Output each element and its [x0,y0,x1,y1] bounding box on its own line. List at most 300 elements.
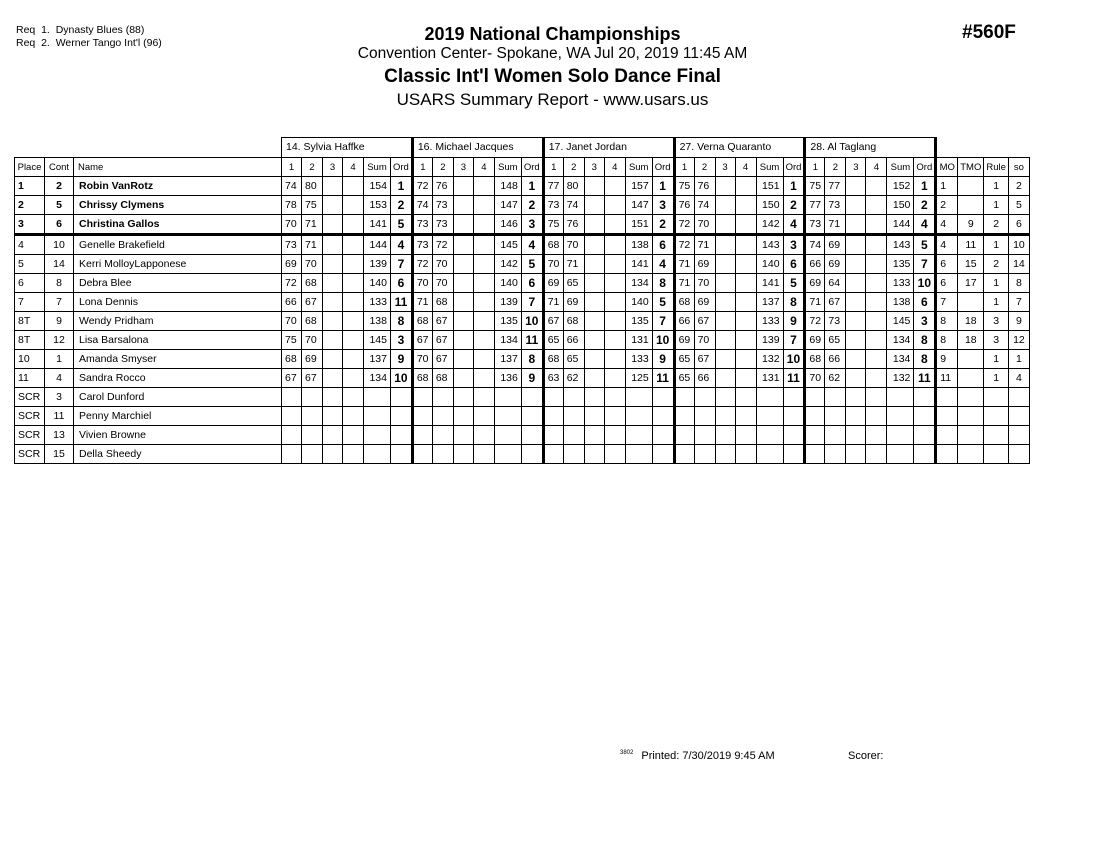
score-cell: 71 [302,235,323,255]
score-cell [343,274,364,293]
score-cell: 68 [282,350,302,369]
score-cell [473,255,494,274]
skater-name-cell: Sandra Rocco [74,369,282,388]
request-line: Req 2. Werner Tango Int'l (96) [16,37,162,49]
rule-cell: 1 [984,350,1009,369]
sum-cell: 132 [756,350,783,369]
score-cell [473,312,494,331]
score-cell [323,369,343,388]
so-cell: 4 [1008,369,1029,388]
sum-cell [364,426,391,445]
score-cell: 70 [432,255,453,274]
ordinal-cell: 5 [783,274,805,293]
score-cell [715,177,735,196]
score-cell: 73 [432,196,453,215]
header-spacer [936,138,1030,158]
mo-cell: 9 [936,350,958,369]
score-cell: 70 [282,215,302,235]
score-cell [825,407,846,426]
score-cell [323,312,343,331]
ordinal-cell: 1 [391,177,413,196]
score-cell [604,369,625,388]
sum-cell: 141 [756,274,783,293]
score-cell: 67 [432,350,453,369]
score-cell: 68 [563,312,584,331]
sum-cell: 133 [756,312,783,331]
score-cell: 65 [674,350,694,369]
tmo-cell [958,445,984,464]
score-cell: 70 [694,331,715,350]
rule-cell: 1 [984,235,1009,255]
sum-cell [364,388,391,407]
score-cell: 77 [825,177,846,196]
sum-cell: 135 [625,312,652,331]
ordinal-cell [783,388,805,407]
score-cell: 71 [694,235,715,255]
score-cell [453,177,473,196]
score-cell: 70 [412,274,432,293]
result-row [15,369,1030,388]
judge-column-header: 1 [543,158,563,177]
score-cell: 73 [805,215,825,235]
mo-cell [936,407,958,426]
judge-column-header: Ord [783,158,805,177]
score-cell [453,255,473,274]
score-cell [674,407,694,426]
sum-cell: 145 [887,312,914,331]
skater-name-cell: Penny Marchiel [74,407,282,426]
ordinal-cell [914,426,936,445]
contestant-number-cell: 15 [45,445,74,464]
rule-cell: 1 [984,196,1009,215]
score-cell [715,235,735,255]
score-cell [846,293,866,312]
score-cell [343,293,364,312]
judge-column-header: 2 [694,158,715,177]
score-cell [604,196,625,215]
ordinal-cell: 9 [783,312,805,331]
score-cell [343,255,364,274]
score-cell [343,350,364,369]
score-cell [343,426,364,445]
score-cell [453,274,473,293]
score-cell [715,426,735,445]
score-cell [412,388,432,407]
sum-cell [756,426,783,445]
score-cell: 68 [302,274,323,293]
score-cell: 70 [432,274,453,293]
score-cell [343,331,364,350]
ordinal-cell: 7 [391,255,413,274]
score-cell: 67 [543,312,563,331]
score-cell [543,407,563,426]
place-cell: 5 [15,255,45,274]
judge-name: 16. Michael Jacques [412,138,543,158]
score-cell [473,426,494,445]
ordinal-cell: 3 [521,215,543,235]
sum-cell: 142 [494,255,521,274]
score-cell [715,312,735,331]
score-cell [694,426,715,445]
score-cell [866,445,887,464]
ordinal-cell: 3 [652,196,674,215]
score-cell [343,177,364,196]
rule-cell: 1 [984,177,1009,196]
mo-cell: 4 [936,215,958,235]
judge-name: 17. Janet Jordan [543,138,674,158]
location-line: Convention Center- Spokane, WA Jul 20, 2019 11:45 AM [357,45,748,62]
score-cell [715,196,735,215]
score-cell [453,293,473,312]
score-cell: 71 [825,215,846,235]
score-cell [563,407,584,426]
tmo-cell: 15 [958,255,984,274]
judge-column-header: 1 [805,158,825,177]
ordinal-cell [521,426,543,445]
sum-cell: 151 [625,215,652,235]
score-cell [735,445,756,464]
score-cell: 69 [805,274,825,293]
ordinal-cell [783,426,805,445]
score-cell [563,426,584,445]
score-cell: 72 [432,235,453,255]
ordinal-cell: 5 [391,215,413,235]
score-cell: 70 [563,235,584,255]
score-cell [343,388,364,407]
judge-column-header: 2 [432,158,453,177]
score-cell [715,445,735,464]
judge-column-header: 1 [674,158,694,177]
score-cell [584,235,604,255]
tmo-cell [958,388,984,407]
judge-column-header: 1 [282,158,302,177]
ordinal-cell: 9 [652,350,674,369]
sum-cell [756,407,783,426]
score-cell: 75 [543,215,563,235]
ordinal-cell [652,407,674,426]
score-cell [323,293,343,312]
score-cell [604,312,625,331]
contestant-number-cell: 5 [45,196,74,215]
score-cell [302,407,323,426]
score-cell [412,445,432,464]
score-cell [323,350,343,369]
skater-name-cell: Amanda Smyser [74,350,282,369]
skater-name-cell: Lona Dennis [74,293,282,312]
rule-cell: 3 [984,312,1009,331]
sum-cell: 134 [625,274,652,293]
score-cell [604,255,625,274]
score-cell [453,388,473,407]
sum-cell [494,388,521,407]
score-cell [343,196,364,215]
score-cell: 67 [825,293,846,312]
tmo-cell: 17 [958,274,984,293]
score-cell [866,177,887,196]
tmo-cell [958,369,984,388]
skater-name-cell: Chrissy Clymens [74,196,282,215]
ordinal-cell [391,388,413,407]
judge-column-header: Ord [914,158,936,177]
score-cell [282,445,302,464]
sum-cell: 153 [364,196,391,215]
score-cell [453,331,473,350]
ordinal-cell: 6 [652,235,674,255]
mo-cell: 8 [936,331,958,350]
requested-music-list [16,24,162,50]
ordinal-cell [783,445,805,464]
mo-cell: 11 [936,369,958,388]
ordinal-cell: 6 [914,293,936,312]
ordinal-cell: 9 [391,350,413,369]
score-cell: 66 [805,255,825,274]
result-row [15,407,1030,426]
contestant-number-cell: 2 [45,177,74,196]
ordinal-cell: 2 [391,196,413,215]
score-cell [584,196,604,215]
score-cell [323,235,343,255]
sum-cell [887,445,914,464]
score-cell [846,274,866,293]
score-cell [846,407,866,426]
score-cell: 69 [694,255,715,274]
score-cell: 67 [412,331,432,350]
sum-cell: 135 [494,312,521,331]
contestant-number-cell: 6 [45,215,74,235]
score-cell: 71 [302,215,323,235]
score-cell [323,426,343,445]
sum-cell: 143 [887,235,914,255]
mo-cell [936,445,958,464]
ordinal-cell: 8 [652,274,674,293]
score-cell: 66 [563,331,584,350]
ordinal-cell: 8 [521,350,543,369]
tmo-cell [958,196,984,215]
score-cell [735,293,756,312]
sum-cell: 147 [625,196,652,215]
score-cell [866,388,887,407]
score-cell: 76 [563,215,584,235]
score-cell [866,255,887,274]
score-cell [453,445,473,464]
score-cell: 75 [805,177,825,196]
event-title: Classic Int'l Women Solo Dance Final [384,66,721,87]
sum-cell: 136 [494,369,521,388]
score-cell [432,445,453,464]
score-cell [543,388,563,407]
ordinal-cell: 4 [391,235,413,255]
tmo-cell [958,293,984,312]
sum-cell: 134 [364,369,391,388]
score-cell [453,350,473,369]
sum-cell: 139 [364,255,391,274]
score-cell [473,388,494,407]
score-cell [604,215,625,235]
score-cell [282,407,302,426]
score-cell [343,312,364,331]
sum-cell: 144 [364,235,391,255]
score-cell: 66 [825,350,846,369]
ordinal-cell: 10 [652,331,674,350]
ordinal-cell: 2 [914,196,936,215]
score-cell [302,445,323,464]
score-cell: 68 [805,350,825,369]
score-cell: 74 [282,177,302,196]
score-cell: 73 [432,215,453,235]
sum-cell: 151 [756,177,783,196]
score-cell [604,350,625,369]
sum-cell [494,445,521,464]
place-cell: 1 [15,177,45,196]
sum-cell [625,407,652,426]
place-cell: 8T [15,331,45,350]
ordinal-cell [521,445,543,464]
score-cell: 75 [674,177,694,196]
score-cell: 62 [563,369,584,388]
score-cell: 67 [432,331,453,350]
score-cell: 75 [282,331,302,350]
ordinal-cell: 7 [652,312,674,331]
score-cell [343,215,364,235]
so-cell: 8 [1008,274,1029,293]
score-cell [323,388,343,407]
score-cell: 70 [302,255,323,274]
score-cell: 69 [694,293,715,312]
score-cell [323,445,343,464]
so-cell [1008,445,1029,464]
tmo-header: TMO [958,158,984,177]
score-cell: 74 [563,196,584,215]
championship-title: 2019 National Championships [424,24,681,44]
score-cell [735,407,756,426]
so-cell [1008,407,1029,426]
score-cell: 70 [302,331,323,350]
score-cell [735,426,756,445]
ordinal-cell [391,445,413,464]
score-cell [825,426,846,445]
place-cell: 3 [15,215,45,235]
score-cell: 65 [674,369,694,388]
skater-name-cell: Christina Gallos [74,215,282,235]
score-cell [412,407,432,426]
ordinal-cell: 9 [521,369,543,388]
score-cell [584,177,604,196]
sum-cell: 150 [756,196,783,215]
skater-name-cell: Wendy Pridham [74,312,282,331]
score-cell: 69 [825,255,846,274]
score-cell [604,445,625,464]
score-cell [432,388,453,407]
sum-cell [625,388,652,407]
score-cell [473,369,494,388]
sum-cell: 140 [625,293,652,312]
name-header: Name [74,158,282,177]
score-cell [543,426,563,445]
tmo-cell [958,426,984,445]
place-cell: SCR [15,445,45,464]
score-cell: 75 [302,196,323,215]
score-cell [735,177,756,196]
score-cell [604,388,625,407]
score-cell [866,274,887,293]
judge-column-header: 4 [604,158,625,177]
judge-name: 28. Al Taglang [805,138,936,158]
score-cell [674,445,694,464]
sum-cell: 138 [625,235,652,255]
score-cell: 67 [302,369,323,388]
ordinal-cell [652,426,674,445]
score-cell: 72 [282,274,302,293]
sum-cell: 145 [494,235,521,255]
mo-cell: 4 [936,235,958,255]
score-cell: 67 [432,312,453,331]
result-row [15,426,1030,445]
results-table [14,137,1030,464]
score-cell [584,312,604,331]
ordinal-cell: 7 [521,293,543,312]
ordinal-cell: 11 [521,331,543,350]
score-cell: 69 [825,235,846,255]
sum-cell [887,388,914,407]
skater-name-cell: Debra Blee [74,274,282,293]
score-cell [715,255,735,274]
result-row [15,388,1030,407]
score-cell [735,215,756,235]
tmo-cell [958,177,984,196]
judge-column-header: Sum [364,158,391,177]
ordinal-cell: 8 [783,293,805,312]
contestant-number-cell: 12 [45,331,74,350]
score-cell [715,350,735,369]
sum-cell [887,426,914,445]
place-cell: 7 [15,293,45,312]
ordinal-cell: 4 [652,255,674,274]
sum-cell [625,426,652,445]
ordinal-cell [914,407,936,426]
score-cell [805,407,825,426]
contestant-number-cell: 14 [45,255,74,274]
score-cell: 65 [825,331,846,350]
ordinal-cell: 10 [521,312,543,331]
score-cell: 69 [674,331,694,350]
score-cell: 66 [282,293,302,312]
contestant-number-cell: 13 [45,426,74,445]
sum-cell: 133 [887,274,914,293]
score-cell [735,196,756,215]
rule-cell [984,407,1009,426]
score-cell [866,293,887,312]
score-cell [604,407,625,426]
ordinal-cell: 6 [521,274,543,293]
event-number: #560F [962,22,1016,43]
score-cell [866,369,887,388]
score-cell: 65 [543,331,563,350]
report-header [300,24,805,111]
score-cell [584,388,604,407]
mo-cell: 6 [936,255,958,274]
mo-cell: 2 [936,196,958,215]
ordinal-cell [521,407,543,426]
score-cell [846,196,866,215]
score-cell [473,177,494,196]
judge-column-header: 2 [302,158,323,177]
ordinal-cell: 6 [391,274,413,293]
sum-cell: 137 [756,293,783,312]
judge-column-header: Ord [391,158,413,177]
score-cell: 78 [282,196,302,215]
score-cell [412,426,432,445]
score-cell [866,426,887,445]
